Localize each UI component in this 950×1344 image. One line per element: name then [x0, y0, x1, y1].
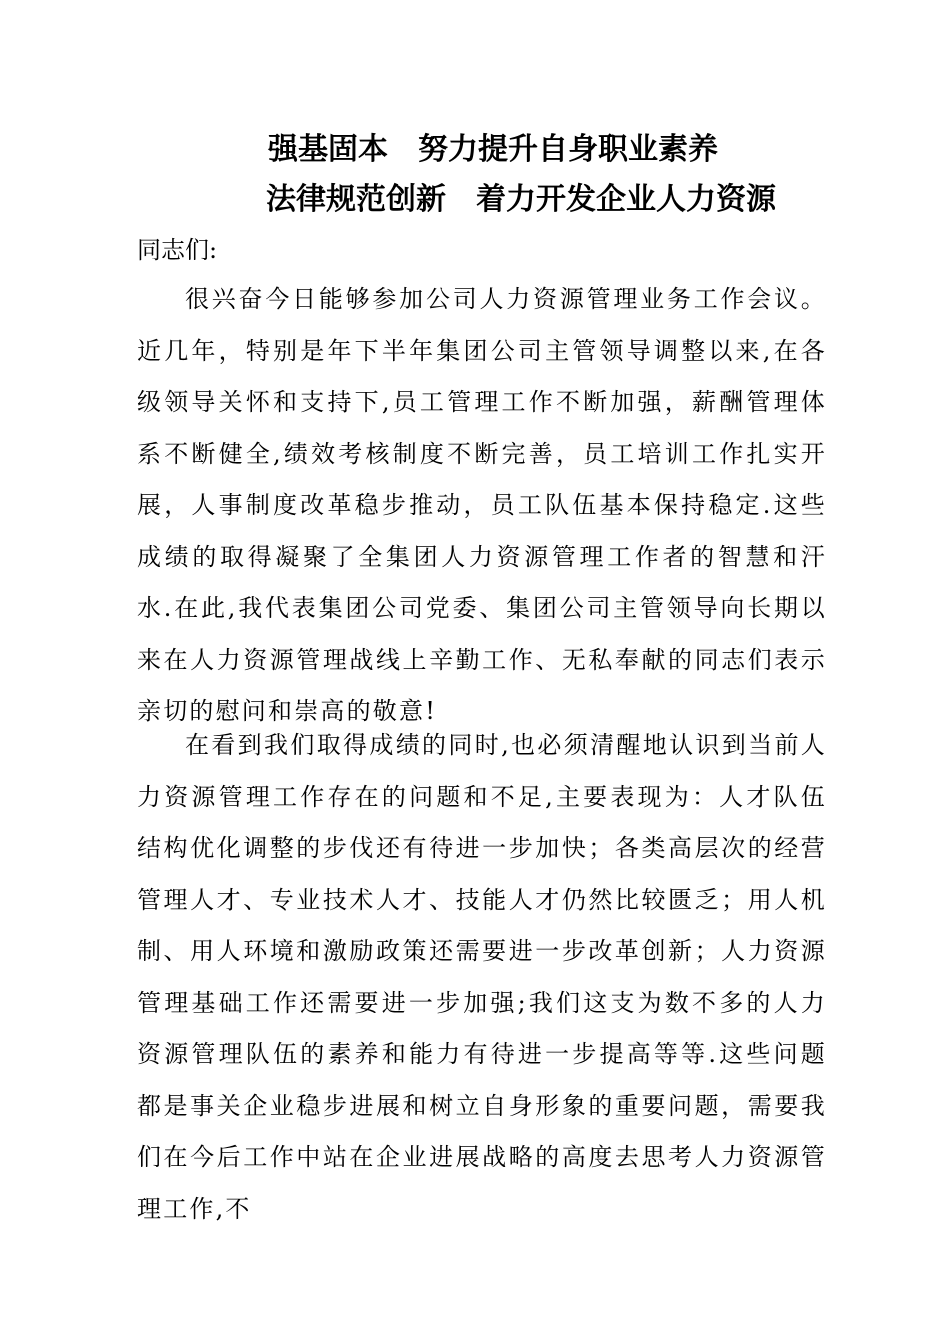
- salutation: 同志们:: [137, 236, 218, 264]
- document-title-line-1: 强基固本 努力提升自身职业素养: [268, 132, 718, 167]
- paragraph-1: 很兴奋今日能够参加公司人力资源管理业务工作会议。近几年，特别是年下半年集团公司主管领导调整以来,在各级领导关怀和支持下,员工管理工作不断加强，薪酬管理体系不断健全,绩效考核制度不断完善，员工培训工作扎实开展，人事制度改革稳步推动，员工队伍基本保持稳定.这些成绩的取得凝聚了全集团人力资源管理工作者的智慧和汗水.在此,我代表集团公司党委、集团公司主管领导向长期以来在人力资源管理战线上辛勤工作、无私奉献的同志们表示亲切的慰问和崇高的敬意!: [137, 285, 827, 725]
- paragraph-2: 在看到我们取得成绩的同时,也必须清醒地认识到当前人力资源管理工作存在的问题和不足,主要表现为：人才队伍结构优化调整的步伐还有待进一步加快；各类高层次的经营管理人才、专业技术人才、技能人才仍然比较匮乏；用人机制、用人环境和激励政策还需要进一步改革创新；人力资源管理基础工作还需要进一步加强;我们这支为数不多的人力资源管理队伍的素养和能力有待进一步提高等等.这些问题都是事关企业稳步进展和树立自身形象的重要问题，需要我们在今后工作中站在企业进展战略的高度去思考人力资源管理工作,不: [137, 731, 827, 1223]
- document-title-line-2: 法律规范创新 着力开发企业人力资源: [266, 182, 776, 217]
